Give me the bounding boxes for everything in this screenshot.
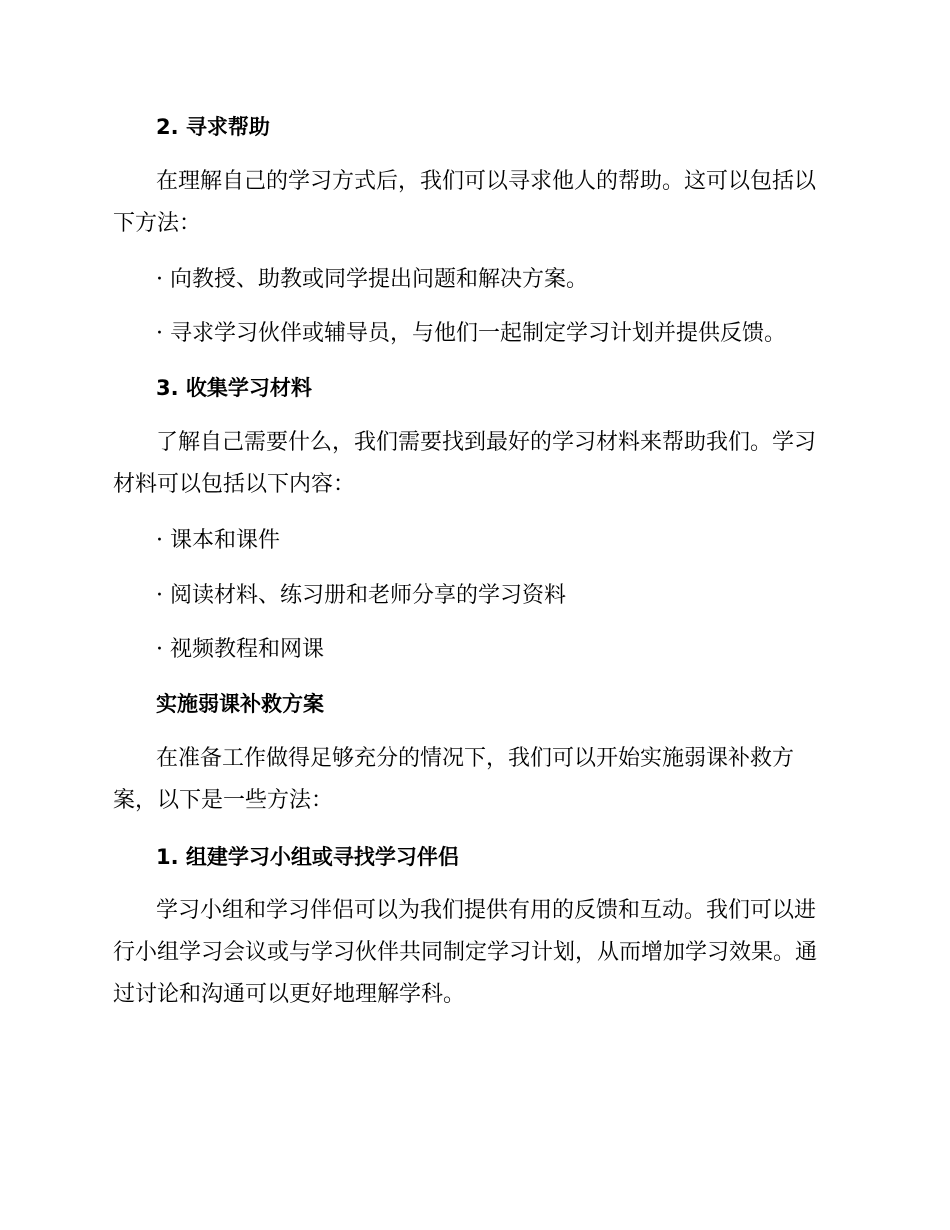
heading-collect-materials: 3. 收集学习材料 (156, 376, 312, 400)
bullet-reading-materials: · 阅读材料、练习册和老师分享的学习资料 (156, 583, 566, 608)
paragraph-seek-help: 在理解自己的学习方式后，我们可以寻求他人的帮助。这可以包括以下方法： (113, 169, 817, 236)
heading-implement-plan: 实施弱课补救方案 (156, 692, 324, 716)
bullet-textbooks: · 课本和课件 (156, 528, 280, 553)
bullet-study-partner: · 寻求学习伙伴或辅导员，与他们一起制定学习计划并提供反馈。 (156, 321, 786, 346)
paragraph-implement-plan: 在准备工作做得足够充分的情况下，我们可以开始实施弱课补救方案，以下是一些方法： (113, 746, 795, 813)
bullet-ask-questions: · 向教授、助教或同学提出问题和解决方案。 (156, 267, 588, 292)
heading-seek-help: 2. 寻求帮助 (156, 115, 270, 139)
paragraph-study-group: 学习小组和学习伴侣可以为我们提供有用的反馈和互动。我们可以进行小组学习会议或与学习伙伴共同制定学习计划，从而增加学习效果。通过讨论和沟通可以更好地理解学科。 (113, 898, 818, 1007)
bullet-video-tutorials: · 视频教程和网课 (156, 637, 324, 662)
paragraph-collect-materials: 了解自己需要什么，我们需要找到最好的学习材料来帮助我们。学习材料可以包括以下内容： (113, 430, 817, 497)
heading-study-group: 1. 组建学习小组或寻找学习伴侣 (156, 845, 459, 869)
